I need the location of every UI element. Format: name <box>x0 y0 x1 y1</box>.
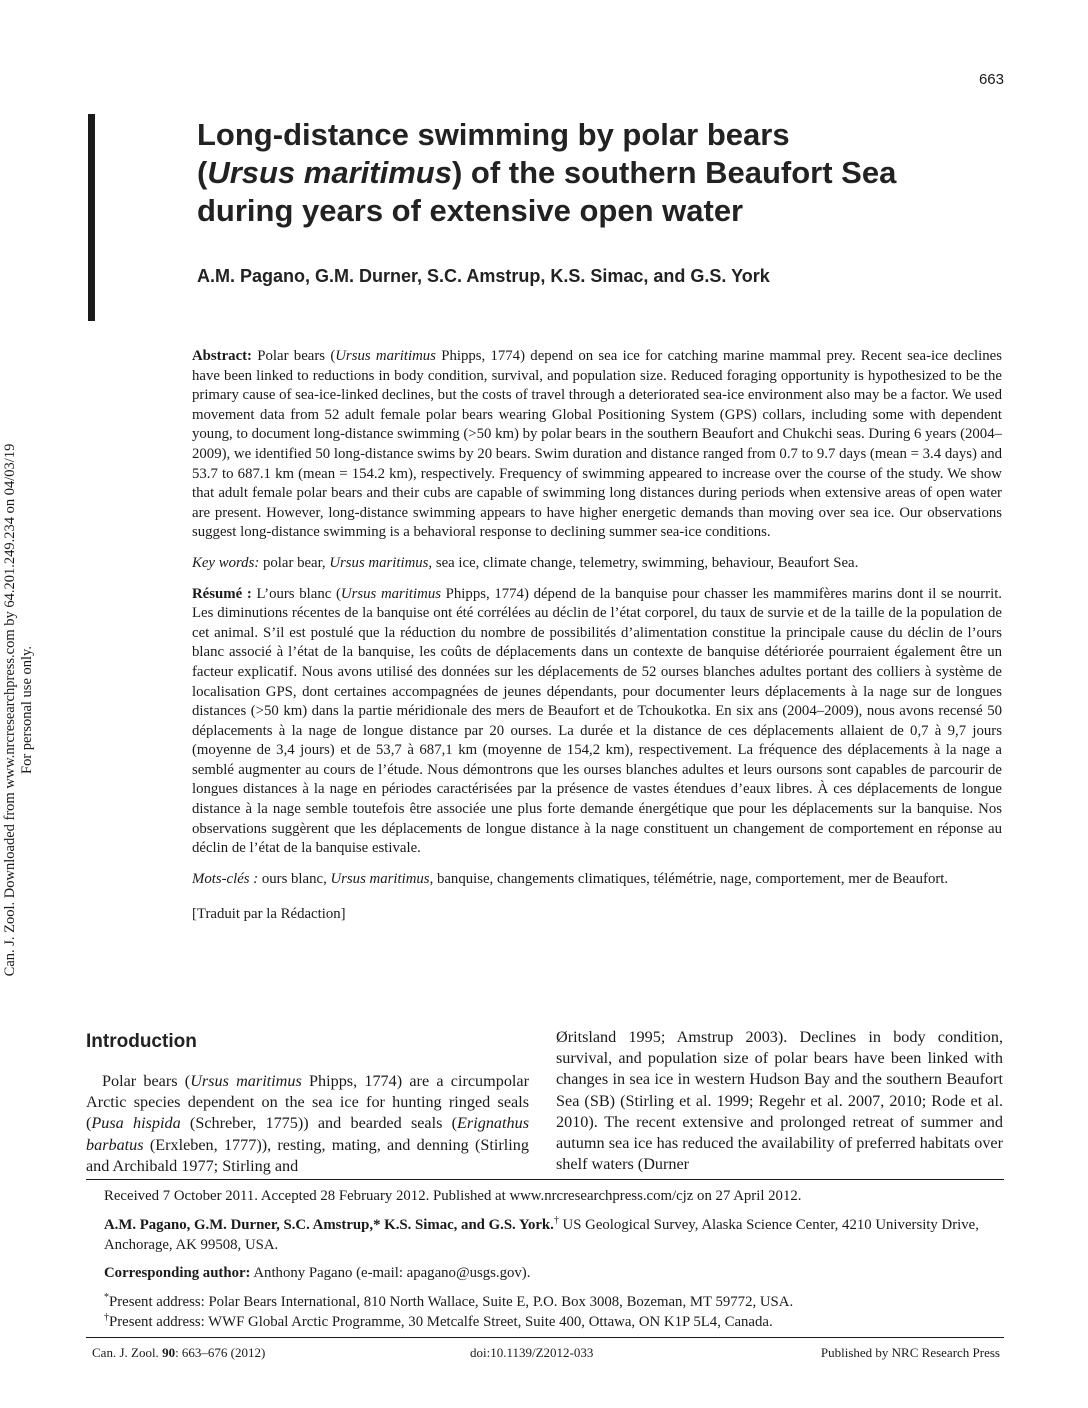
abstract-text: Phipps, 1774) depend on sea ice for catching marine mammal prey. Recent sea-ice declines have been linked to reductions in body condition, survival, and population size. Reduced foraging opportunity is hypothesized to be the primary cause of sea-ice-linked declines, but the costs of travel through a deteriorated sea-ice environment also may be a factor. We used movement data from 52 adult female polar bears wearing Global Positioning System (GPS) collars, including some with dependent young, to document long-distance swimming (>50 km) by polar bears in the southern Beaufort and Chukchi seas. During 6 years (2004–2009), we identified 50 long-distance swims by 20 bears. Swim duration and distance ranged from 0.7 to 9.7 days (mean = 3.4 days) and 53.7 to 687.1 km (mean = 154.2 km), respectively. Frequency of swimming appeared to increase over the course of the study. We show that adult female polar bears and their cubs are capable of swimming long distances during periods when extensive areas of open water are present. However, long-distance swimming appears to have higher energetic demands than moving over sea ice. Our observations suggest long-distance swimming is a behavioral response to declining summer sea-ice conditions. <box>192 348 1003 541</box>
journal-volume: 90 <box>162 1345 176 1360</box>
journal-name: Can. J. Zool. <box>92 1345 163 1360</box>
download-notice-line1: Can. J. Zool. Downloaded from www.nrcresearchpress.com by 64.201.249.234 on 04/03/19 <box>2 443 18 977</box>
resume-label: Résumé : <box>192 585 252 602</box>
mots-cles <box>192 870 1002 890</box>
intro-species: Pusa hispida <box>91 1114 181 1133</box>
intro-right-column: Øritsland 1995; Amstrup 2003). Declines in body condition, survival, and population size of polar bears have been linked with changes in sea ice in western Hudson Bay and the southern Beaufort Sea (SB) (Stirling et al. 1999; Regehr et al. 2007, 2010; Rode et al. 2010). The recent extensive and prolonged retreat of summer and autumn sea ice has reduced the availability of preferred habitats over shelf waters (Durner <box>556 1028 1003 1174</box>
mots-cles-text: , banquise, changements climatiques, télémétrie, nage, comportement, mer de Beaufort. <box>429 870 949 887</box>
present-address-1 <box>104 1293 984 1313</box>
received-dates: Received 7 October 2011. Accepted 28 February 2012. Published at www.nrcresearchpress.com/cjz on 27 April 2012. <box>104 1188 802 1204</box>
journal-citation <box>92 1345 265 1361</box>
key-words-text: , sea ice, climate change, telemetry, swimming, behaviour, Beaufort Sea. <box>428 554 859 571</box>
present-address-2 <box>104 1313 984 1333</box>
author-list: A.M. Pagano, G.M. Durner, S.C. Amstrup, K.S. Simac, and G.S. York <box>197 266 770 286</box>
abstract-species: Ursus maritimus <box>335 348 436 364</box>
page-number: 663 <box>978 71 1004 88</box>
corresponding-author <box>104 1264 984 1284</box>
title-paren-open: ( <box>197 155 208 190</box>
affiliation-text: US Geological Survey, Alaska Science Center, 4210 University Drive, Anchorage, AK 99508, USA. <box>104 1216 979 1253</box>
resume-text: Phipps, 1774) dépend de la banquise pour chasser les mammifères marins dont il se nourrit. Les diminutions récentes de la banquise ont été corrélées au déclin de l’état corporel, du taux de survie et de la taille de la population de cet animal. S’il est postulé que la réduction du nombre de possibilités d’alimentation constitue la principale cause du déclin de l’ours blanc associé à l’état de la banquise, les coûts de déplacements dans un contexte de banquise détériorée pourraient également être un facteur explicatif. Nous avons utilisé des données sur les déplacements de 52 ourses blanches adultes portant des colliers à système de localisation GPS, dont certaines accompagnées de jeunes dépendants, pour documenter leurs déplacements à la nage sur de longues distances (>50 km) dans la partie méridionale des mers de Beaufort et de Tchoukotka. En six ans (2004–2009), nous avons recensé 50 déplacements à la nage de longue distance par 20 ourses. La durée et la distance de ces déplacements allaient de 0,7 à 9,7 jours (moyenne de 3,4 jours) et de 53,7 à 687,1 km (moyenne de 154,2 km), respectivement. La fréquence des déplacements à la nage a semblé augmenter au cours de l’étude. Nous démontrons que les ourses blanches adultes et leurs oursons sont capables de parcourir de longues distances à la nage en périodes caractérisées par la présence de vastes étendues d’eaux libres. À ces déplacements de longue distance à la nage semble toutefois être associée une plus forte demande énergétique que pour les déplacements sur la banquise. Nos observations suggèrent que les déplacements de longue distance à la nage constituent un changement de comportement en réponse au déclin de l’état de la banquise estivale. <box>192 585 1003 857</box>
intro-species: Ursus maritimus <box>190 1072 302 1090</box>
publisher: Published by NRC Research Press <box>820 1345 1000 1360</box>
asterisk-mark: * <box>104 1292 109 1304</box>
intro-text: (Erxleben, 1777)), resting, mating, and denning (Stirling and Archibald 1977; Stirling and <box>86 1135 529 1175</box>
introduction-heading: Introduction <box>86 1031 197 1052</box>
intro-left-column <box>86 1071 529 1177</box>
mots-cles-text: ours blanc, <box>258 870 331 887</box>
download-notice-line2: For personal use only. <box>19 646 35 774</box>
footer-divider <box>86 1337 1004 1338</box>
key-words-label: Key words: <box>192 554 260 571</box>
title-line1: Long-distance swimming by polar bears <box>197 117 790 152</box>
dagger-mark: † <box>104 1312 109 1324</box>
download-notice <box>2 370 36 1050</box>
translation-note: [Traduit par la Rédaction] <box>192 906 346 923</box>
title-species-name: Ursus maritimus <box>207 155 452 190</box>
key-words-species: Ursus maritimus <box>329 554 429 571</box>
abstract-paragraph <box>192 347 1002 543</box>
corresponding-label: Corresponding author: <box>104 1265 251 1282</box>
doi: doi:10.1139/Z2012-033 <box>470 1345 594 1360</box>
title-block <box>88 114 988 321</box>
abstract-label: Abstract: <box>192 348 252 364</box>
key-words <box>192 554 1002 574</box>
abstract-text: Polar bears ( <box>252 348 336 364</box>
footnotes <box>104 1187 984 1333</box>
mots-cles-label: Mots-clés : <box>192 870 259 887</box>
intro-text: Phipps, 1774) are a circumpolar Arctic species dependent on the sea ice for hunting ringed seals ( <box>86 1072 529 1133</box>
resume-text: L’ours blanc ( <box>251 585 341 602</box>
footnote-divider <box>86 1179 1004 1180</box>
dagger-mark: † <box>553 1214 559 1226</box>
affiliation-authors: A.M. Pagano, G.M. Durner, S.C. Amstrup,* K.S. Simac, and G.S. York. <box>104 1216 554 1233</box>
corresponding-text: Anthony Pagano (e-mail: apagano@usgs.gov). <box>250 1265 531 1282</box>
title-line2-rest: ) of the southern Beaufort Sea <box>451 155 897 190</box>
present-address-text: Present address: Polar Bears International, 810 North Wallace, Suite E, P.O. Box 3008, Bozeman, MT 59772, USA. <box>109 1294 794 1311</box>
intro-species: Erignathus barbatus <box>86 1114 529 1154</box>
mots-cles-species: Ursus maritimus <box>330 870 430 887</box>
intro-text: (Schreber, 1775)) and bearded seals ( <box>180 1114 458 1133</box>
abstract-section <box>192 347 1002 925</box>
key-words-text: polar bear, <box>259 554 330 571</box>
title-line3: during years of extensive open water <box>197 193 744 228</box>
intro-text: Polar bears ( <box>102 1072 191 1090</box>
resume-paragraph <box>192 585 1002 859</box>
affiliation <box>104 1216 984 1256</box>
resume-species: Ursus maritimus <box>340 585 441 602</box>
article-title <box>197 114 988 230</box>
present-address-text: Present address: WWF Global Arctic Programme, 30 Metcalfe Street, Suite 400, Ottawa, ON K1P 5L4, Canada. <box>109 1313 773 1330</box>
journal-pages: : 663–676 (2012) <box>175 1345 266 1360</box>
